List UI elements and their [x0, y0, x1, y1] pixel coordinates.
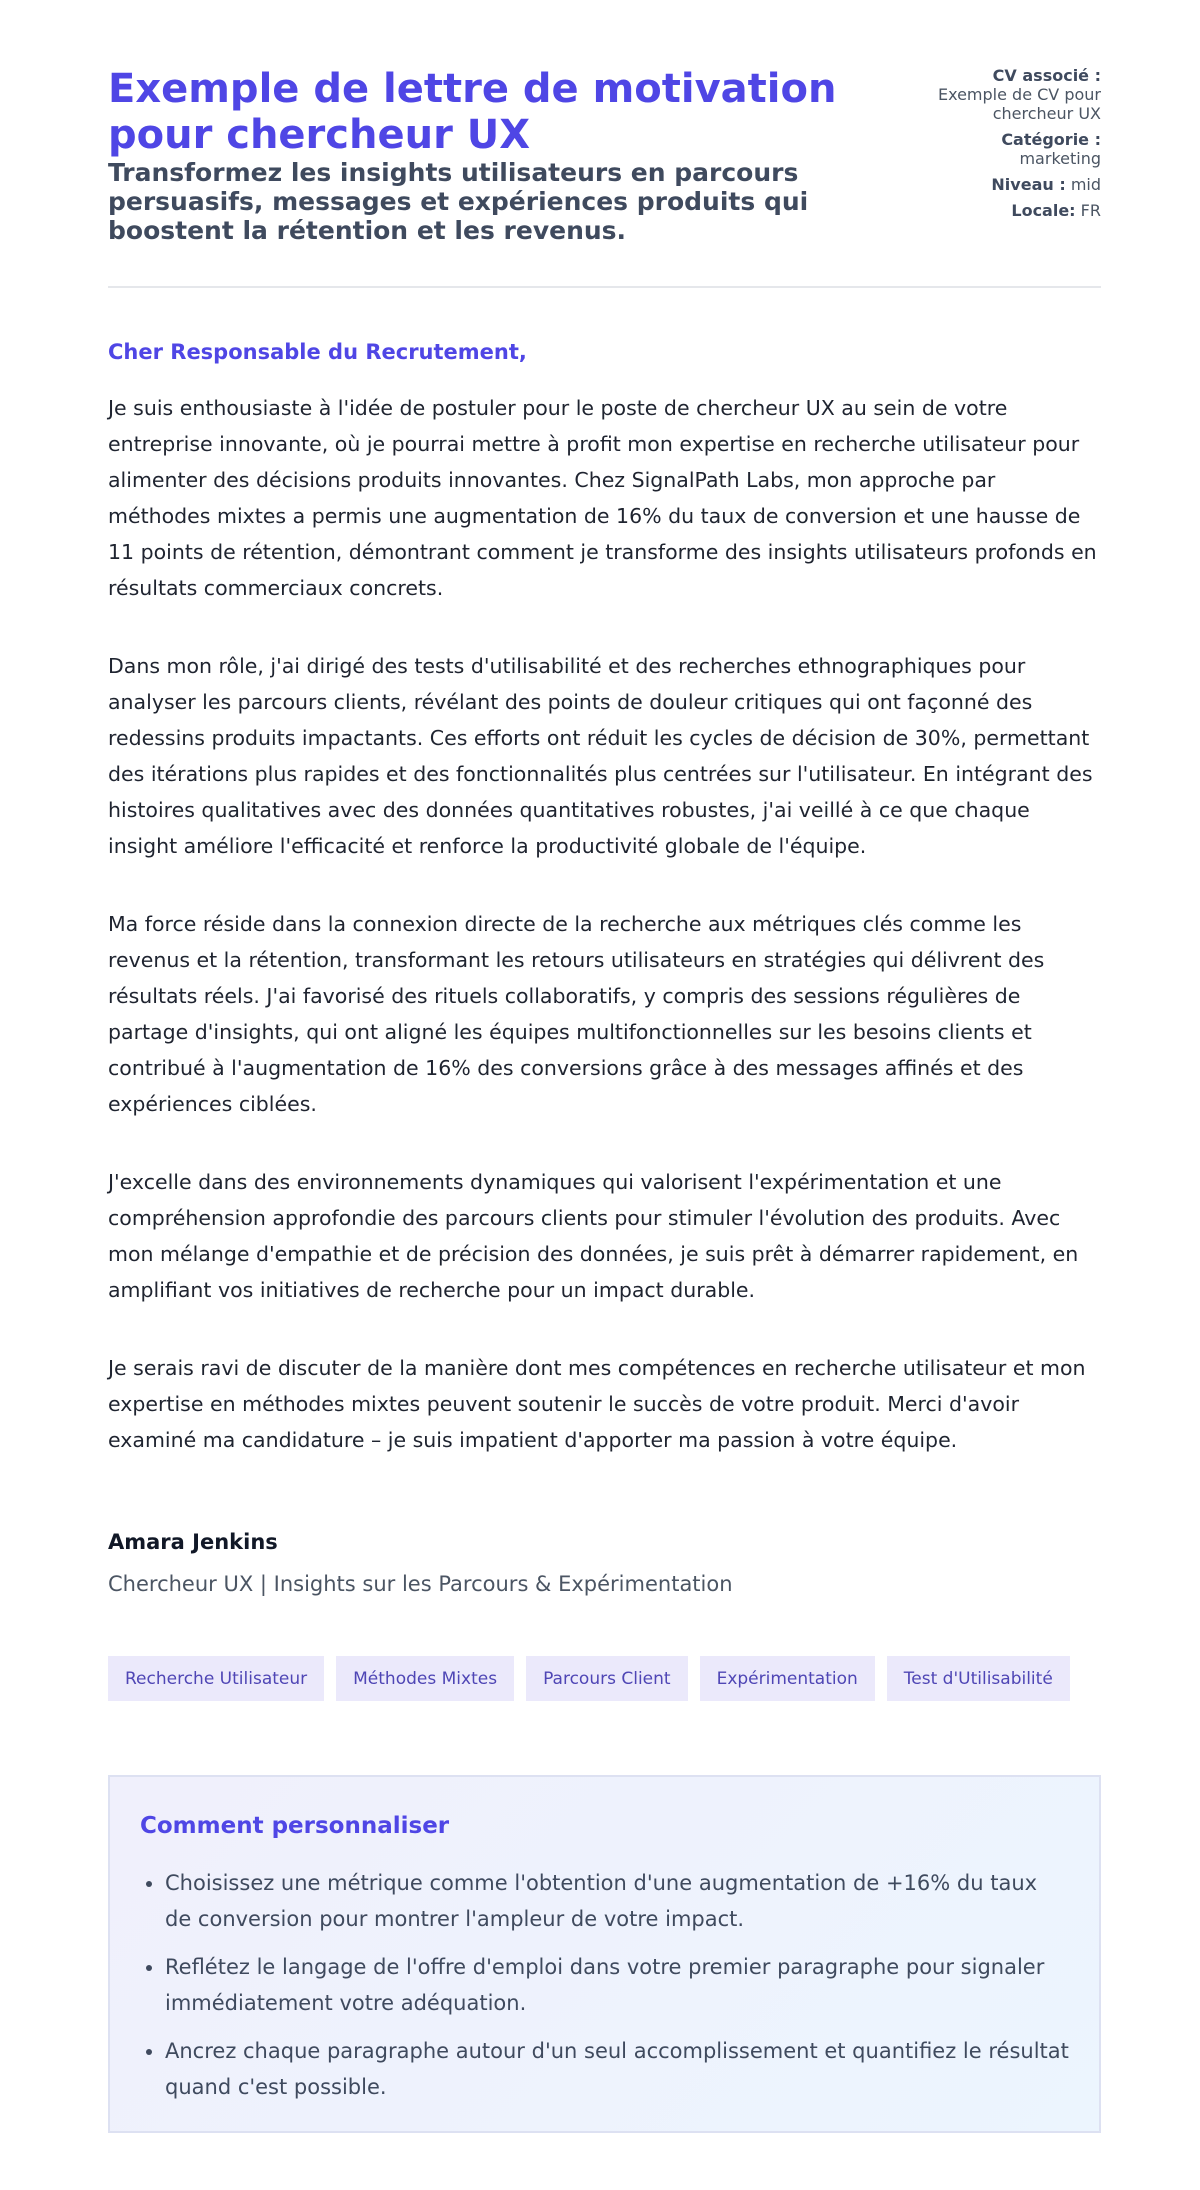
- meta-level-label: Niveau :: [991, 175, 1066, 194]
- meta-cv: [901, 66, 1101, 123]
- meta-cv-label: CV associé :: [992, 66, 1101, 85]
- letter-body: [108, 390, 1101, 1458]
- letter-paragraph: Dans mon rôle, j'ai dirigé des tests d'utilisabilité et des recherches ethnographiques pour analyser les parcours clients, révélant des points de douleur critiques qui ont façonné des redessins produits impactants. Ces efforts ont réduit les cycles de décision de 30%, permettant des itérations plus rapides et des fonctionnalités plus centrées sur l'utilisateur. En intégrant des histoires qualitatives avec des données quantitatives robustes, j'ai veillé à ce que chaque insight améliore l'efficacité et renforce la productivité globale de l'équipe.: [108, 654, 1093, 858]
- skill-tag: Parcours Client: [526, 1656, 688, 1701]
- meta-level-value: mid: [1070, 175, 1101, 194]
- skill-tag: Test d'Utilisabilité: [887, 1656, 1070, 1701]
- page-subtitle: Transformez les insights utilisateurs en parcours persuasifs, messages et expériences produits qui boostent la rétention et les revenus.: [108, 158, 809, 245]
- tip-item: • Choisissez une métrique comme l'obtention d'une augmentation de +16% du taux de conversion pour montrer l'ampleur de votre impact.: [165, 1865, 1069, 1937]
- metadata-panel: [901, 66, 1101, 227]
- letter-paragraph: Ma force réside dans la connexion directe de la recherche aux métriques clés comme les revenus et la rétention, transformant les retours utilisateurs en stratégies qui délivrent des résultats réels. J'ai favorisé des rituels collaboratifs, y compris des sessions régulières de partage d'insights, qui ont aligné les équipes multifonctionnelles sur les besoins clients et contribué à l'augmentation de 16% des conversions grâce à des messages affinés et des expériences ciblées.: [108, 912, 1045, 1116]
- page-header: [108, 0, 1101, 288]
- customization-tips-box: [108, 1775, 1101, 2133]
- tip-item: • Ancrez chaque paragraphe autour d'un seul accomplissement et quantifiez le résultat quand c'est possible.: [165, 2033, 1069, 2105]
- skill-tags: [108, 1656, 1101, 1701]
- meta-category-label: Catégorie :: [1001, 130, 1101, 149]
- skill-tag: Recherche Utilisateur: [108, 1656, 324, 1701]
- signature-block: [108, 1528, 1101, 1598]
- signature-title: Chercheur UX | Insights sur les Parcours & Expérimentation: [108, 1572, 733, 1596]
- tips-title: Comment personnaliser: [140, 1813, 450, 1839]
- letter-paragraph: Je serais ravi de discuter de la manière dont mes compétences en recherche utilisateur et mon expertise en méthodes mixtes peuvent soutenir le succès de votre produit. Merci d'avoir examiné ma candidature – je suis impatient d'apporter ma passion à votre équipe.: [108, 1356, 1086, 1452]
- meta-cv-value: Exemple de CV pour chercheur UX: [938, 85, 1101, 123]
- meta-level: [901, 175, 1101, 194]
- signature-name: Amara Jenkins: [108, 1530, 278, 1554]
- letter-paragraph: J'excelle dans des environnements dynamiques qui valorisent l'expérimentation et une compréhension approfondie des parcours clients pour stimuler l'évolution des produits. Avec mon mélange d'empathie et de précision des données, je suis prêt à démarrer rapidement, en amplifiant vos initiatives de recherche pour un impact durable.: [108, 1170, 1079, 1302]
- letter-salutation: Cher Responsable du Recrutement,: [108, 340, 527, 364]
- tips-list: [140, 1865, 1069, 2105]
- meta-locale: [901, 201, 1101, 220]
- letter-paragraph: Je suis enthousiaste à l'idée de postuler pour le poste de chercheur UX au sein de votre entreprise innovante, où je pourrai mettre à profit mon expertise en recherche utilisateur pour alimenter des décisions produits innovantes. Chez SignalPath Labs, mon approche par méthodes mixtes a permis une augmentation de 16% du taux de conversion et une hausse de 11 points de rétention, démontrant comment je transforme des insights utilisateurs profonds en résultats commerciaux concrets.: [108, 396, 1097, 600]
- tip-item: • Reflétez le langage de l'offre d'emploi dans votre premier paragraphe pour signaler immédiatement votre adéquation.: [165, 1949, 1069, 2021]
- meta-category: [901, 130, 1101, 168]
- cover-letter-page: [108, 0, 1101, 2133]
- meta-category-value: marketing: [1019, 149, 1101, 168]
- skill-tag: Expérimentation: [700, 1656, 875, 1701]
- skill-tag: Méthodes Mixtes: [336, 1656, 514, 1701]
- meta-locale-value: FR: [1080, 201, 1101, 220]
- page-title: Exemple de lettre de motivation pour chercheur UX: [108, 66, 837, 158]
- meta-locale-label: Locale:: [1011, 201, 1076, 220]
